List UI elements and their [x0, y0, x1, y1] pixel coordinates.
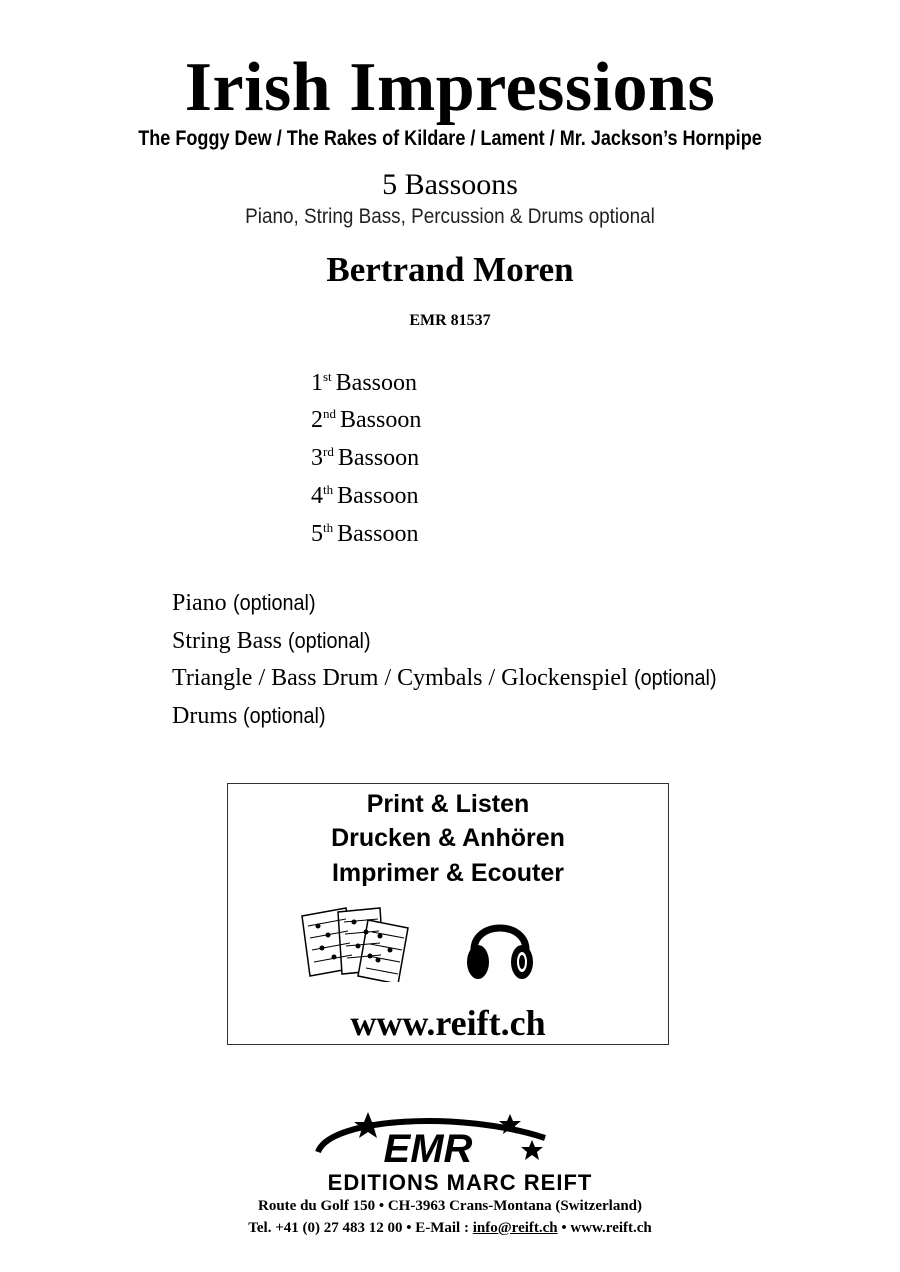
- optional-part-item: Drums (optional): [172, 703, 326, 729]
- composer: Bertrand Moren: [326, 250, 574, 289]
- headphones-icon: [464, 906, 536, 984]
- part-item: 2nd Bassoon: [311, 406, 422, 433]
- subtitle: The Foggy Dew / The Rakes of Kildare / Lament / Mr. Jackson’s Hornpipe: [138, 127, 762, 150]
- optional-part-item: String Bass (optional): [172, 628, 371, 654]
- optional-part-item: Piano (optional): [172, 590, 316, 616]
- part-item: 3rd Bassoon: [311, 444, 420, 471]
- optional-instruments: Piano, String Bass, Percussion & Drums optional: [245, 205, 655, 228]
- publisher-address: Route du Golf 150 • CH-3963 Crans-Montana (Switzerland): [258, 1198, 642, 1214]
- promo-line-fr: Imprimer & Ecouter: [331, 859, 564, 887]
- svg-text:EMR: EMR: [383, 1127, 473, 1171]
- promo-line-de: Drucken & Anhören: [331, 824, 565, 852]
- svg-text:EDITIONS MARC REIFT: EDITIONS MARC REIFT: [327, 1170, 593, 1195]
- print-listen-box: [227, 783, 669, 1045]
- instrumentation: 5 Bassoons: [382, 168, 518, 201]
- catalog-number: EMR 81537: [409, 312, 491, 329]
- part-item: 4th Bassoon: [311, 482, 419, 509]
- emr-logo: [310, 1110, 610, 1195]
- part-item: 5th Bassoon: [311, 520, 419, 547]
- publisher-contact: Tel. +41 (0) 27 483 12 00 • E-Mail : info@reift.ch • www.reift.ch: [248, 1220, 652, 1236]
- promo-url[interactable]: www.reift.ch: [350, 1003, 546, 1043]
- part-item: 1st Bassoon: [311, 369, 418, 396]
- sheet-music-icon: [298, 902, 418, 982]
- optional-part-item: Triangle / Bass Drum / Cymbals / Glockenspiel (optional): [172, 665, 717, 691]
- promo-line-en: Print & Listen: [366, 790, 530, 818]
- email-link[interactable]: info@reift.ch: [472, 1220, 558, 1236]
- title: Irish Impressions: [184, 49, 716, 126]
